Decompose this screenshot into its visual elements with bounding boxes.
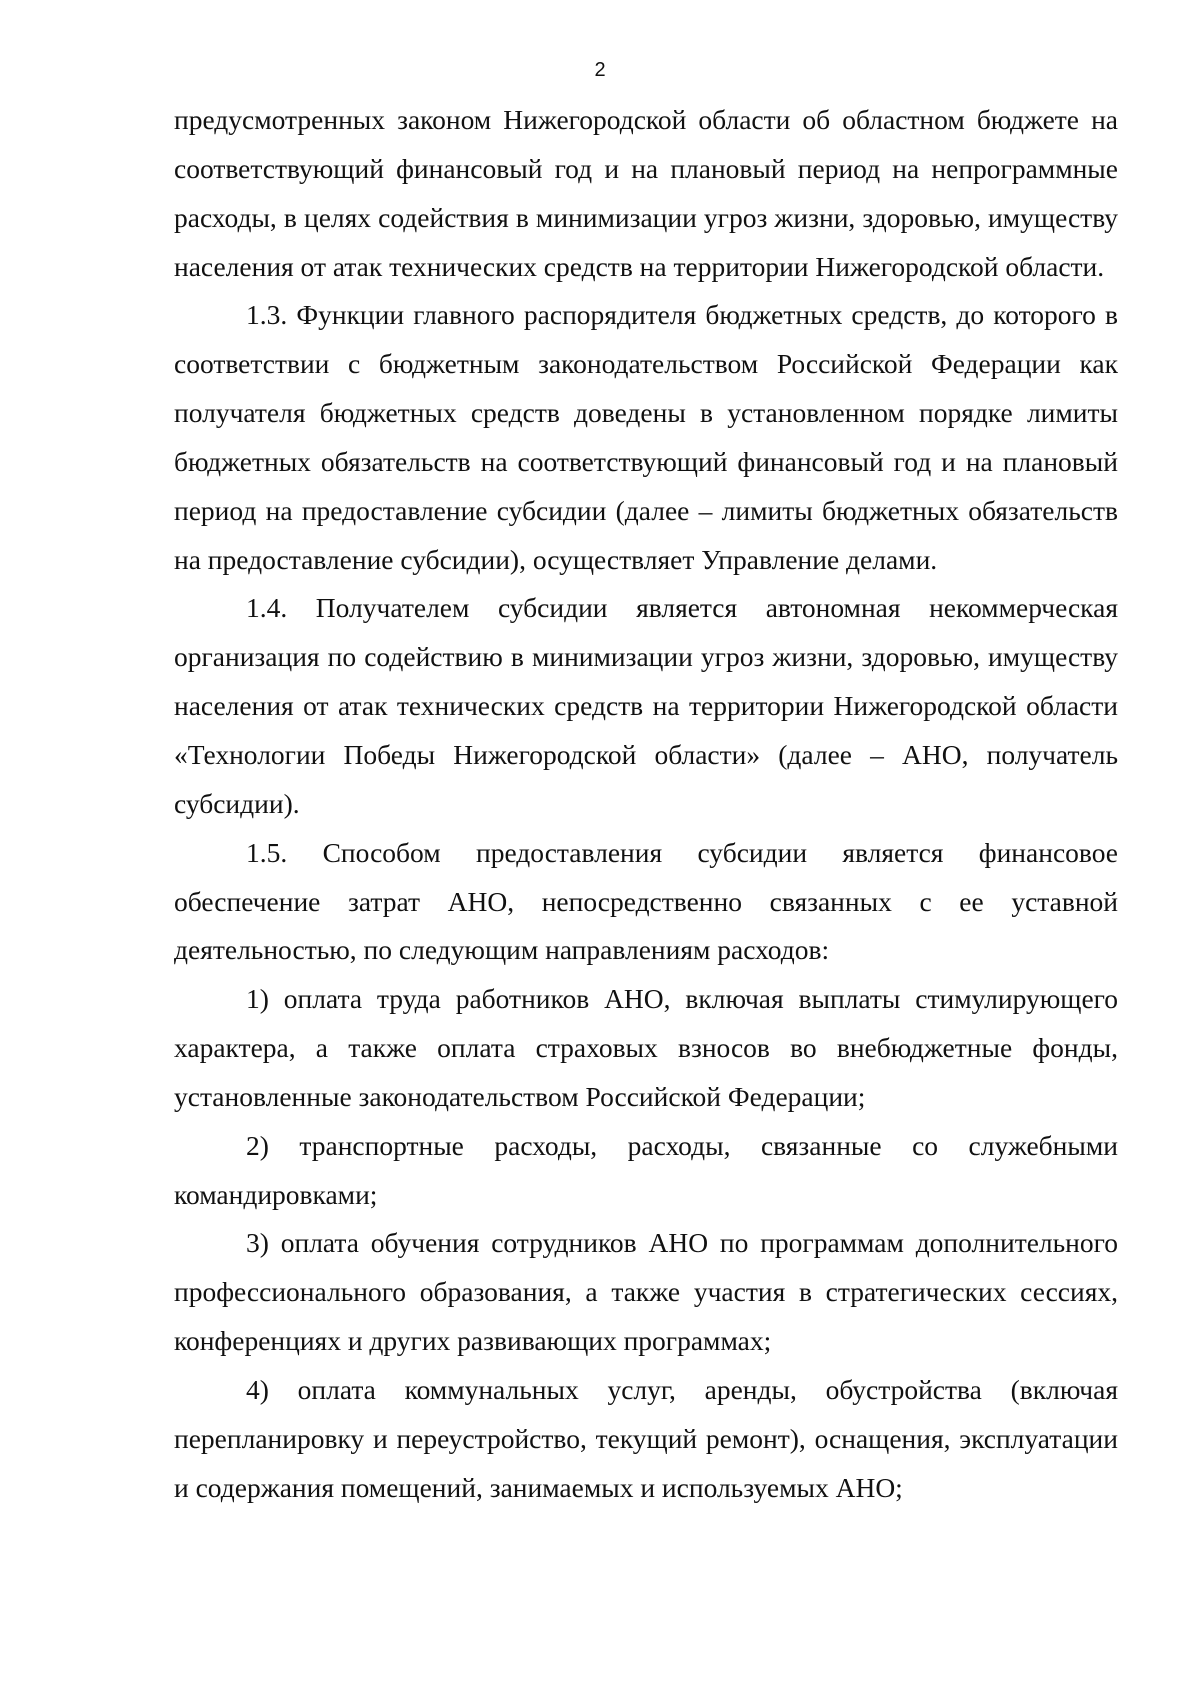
document-body <box>174 96 1118 1512</box>
list-item-3: 3) оплата обучения сотрудников АНО по программам дополнительного профессионального образования, а также участия в стратегических сессиях, конференциях и других развивающих программах; <box>174 1227 1118 1357</box>
paragraph-1-5: 1.5. Способом предоставления субсидии является финансовое обеспечение затрат АНО, непосредственно связанных с ее уставной деятельностью, по следующим направлениям расходов: <box>174 836 1118 966</box>
paragraph-1-4: 1.4. Получателем субсидии является автономная некоммерческая организация по содействию в минимизации угроз жизни, здоровью, имуществу населения от атак технических средств на территории Нижегородской области «Технологии Победы Нижегородской области» (далее – АНО, получатель субсидии). <box>174 592 1118 819</box>
list-item-1: 1) оплата труда работников АНО, включая выплаты стимулирующего характера, а также оплата страховых взносов во внебюджетные фонды, установленные законодательством Российской Федерации; <box>174 983 1118 1112</box>
list-item-2: 2) транспортные расходы, расходы, связанные со служебными командировками; <box>174 1129 1118 1210</box>
paragraph-budget-purpose: предусмотренных законом Нижегородской области об областном бюджете на соответствующий финансовый год и на плановый период на непрограммные расходы, в целях содействия в минимизации угроз жизни, здоровью, имуществу населения от атак технических средств на территории Нижегородской области. <box>174 104 1118 282</box>
page-number: 2 <box>594 59 606 81</box>
paragraph-1-3: 1.3. Функции главного распорядителя бюджетных средств, до которого в соответствии с бюджетным законодательством Российской Федерации как получателя бюджетных средств доведены в установленном порядке лимиты бюджетных обязательств на соответствующий финансовый год и на плановый период на предоставление субсидии (далее – лимиты бюджетных обязательств на предоставление субсидии), осуществляет Управление делами. <box>174 299 1118 575</box>
list-item-4: 4) оплата коммунальных услуг, аренды, обустройства (включая перепланировку и переустройство, текущий ремонт), оснащения, эксплуатации и содержания помещений, занимаемых и используемых АНО; <box>174 1373 1118 1503</box>
